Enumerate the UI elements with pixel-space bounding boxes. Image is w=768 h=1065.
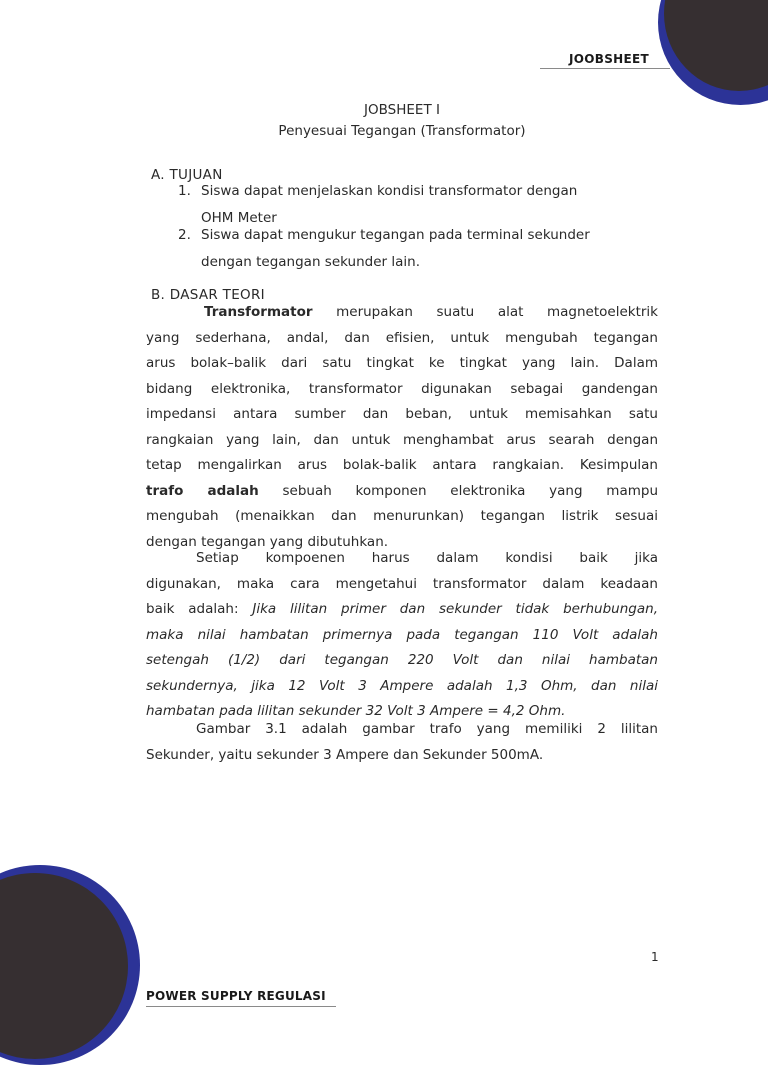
paragraph-gambar [146, 717, 658, 768]
paragraph-line: dengan tegangan yang dibutuhkan. [146, 533, 389, 550]
list-item-text: Siswa dapat mengukur tegangan pada terminal sekunder [201, 227, 590, 243]
section-heading-tujuan: A. TUJUAN [151, 167, 223, 183]
section-heading-dasar-teori: B. DASAR TEORI [151, 287, 265, 303]
list-item-text-cont: OHM Meter [201, 210, 277, 226]
paragraph-line: rangkaian yang lain, dan untuk menghambat arus searah dengan [146, 431, 658, 448]
paragraph-line: sekundernya, jika 12 Volt 3 Ampere adalah 1,3 Ohm, dan nilai [146, 677, 658, 694]
paragraph-line: impedansi antara sumber dan beban, untuk memisahkan satu [146, 406, 658, 422]
paragraph-line: maka nilai hambatan primernya pada tegangan 110 Volt adalah [146, 626, 658, 643]
paragraph-line: baik adalah: Jika lilitan primer dan sekunder tidak berhubungan, [146, 601, 658, 617]
paragraph-line: Setiap kompoenen harus dalam kondisi baik jika [196, 550, 658, 566]
list-item-number: 1. [178, 183, 191, 199]
header-rule [540, 68, 670, 69]
paragraph-transformator [146, 300, 658, 550]
paragraph-line: mengubah (menaikkan dan menurunkan) tegangan listrik sesuai [146, 508, 658, 524]
document-subtitle: Penyesuai Tegangan (Transformator) [278, 123, 526, 139]
paragraph-line: trafo adalah sebuah komponen elektronika yang mampu [146, 482, 658, 499]
paragraph-line: tetap mengalirkan arus bolak-balik antara rangkaian. Kesimpulan [146, 457, 658, 473]
page-number: 1 [651, 950, 659, 964]
paragraph-kondisi-komponen [146, 546, 658, 717]
paragraph-line: arus bolak–balik dari satu tingkat ke tingkat yang lain. Dalam [146, 355, 658, 371]
footer-rule [146, 1006, 336, 1007]
list-item-text: Siswa dapat menjelaskan kondisi transformator dengan [201, 183, 578, 199]
bold-term: trafo adalah [146, 482, 259, 499]
paragraph-line: digunakan, maka cara mengetahui transformator dalam keadaan [146, 575, 658, 592]
paragraph-line: setengah (1/2) dari tegangan 220 Volt dan nilai hambatan [146, 652, 658, 668]
list-item-number: 2. [178, 227, 191, 243]
paragraph-line: Gambar 3.1 adalah gambar trafo yang memiliki 2 lilitan [196, 721, 658, 737]
paragraph-line: yang sederhana, andal, dan efisien, untuk mengubah tegangan [146, 329, 658, 346]
bold-term: Transformator [204, 304, 313, 320]
document-title: JOBSHEET I [364, 102, 440, 118]
paragraph-line: hambatan pada lilitan sekunder 32 Volt 3 Ampere = 4,2 Ohm. [146, 703, 566, 719]
paragraph-line: Sekunder, yaitu sekunder 3 Ampere dan Sekunder 500mA. [146, 746, 544, 763]
footer-label: POWER SUPPLY REGULASI [146, 989, 326, 1003]
header-label: JOOBSHEET [569, 52, 649, 66]
paragraph-line: bidang elektronika, transformator digunakan sebagai gandengan [146, 380, 658, 397]
paragraph-line: Transformator merupakan suatu alat magnetoelektrik [204, 304, 658, 320]
list-item-text-cont: dengan tegangan sekunder lain. [201, 254, 420, 270]
